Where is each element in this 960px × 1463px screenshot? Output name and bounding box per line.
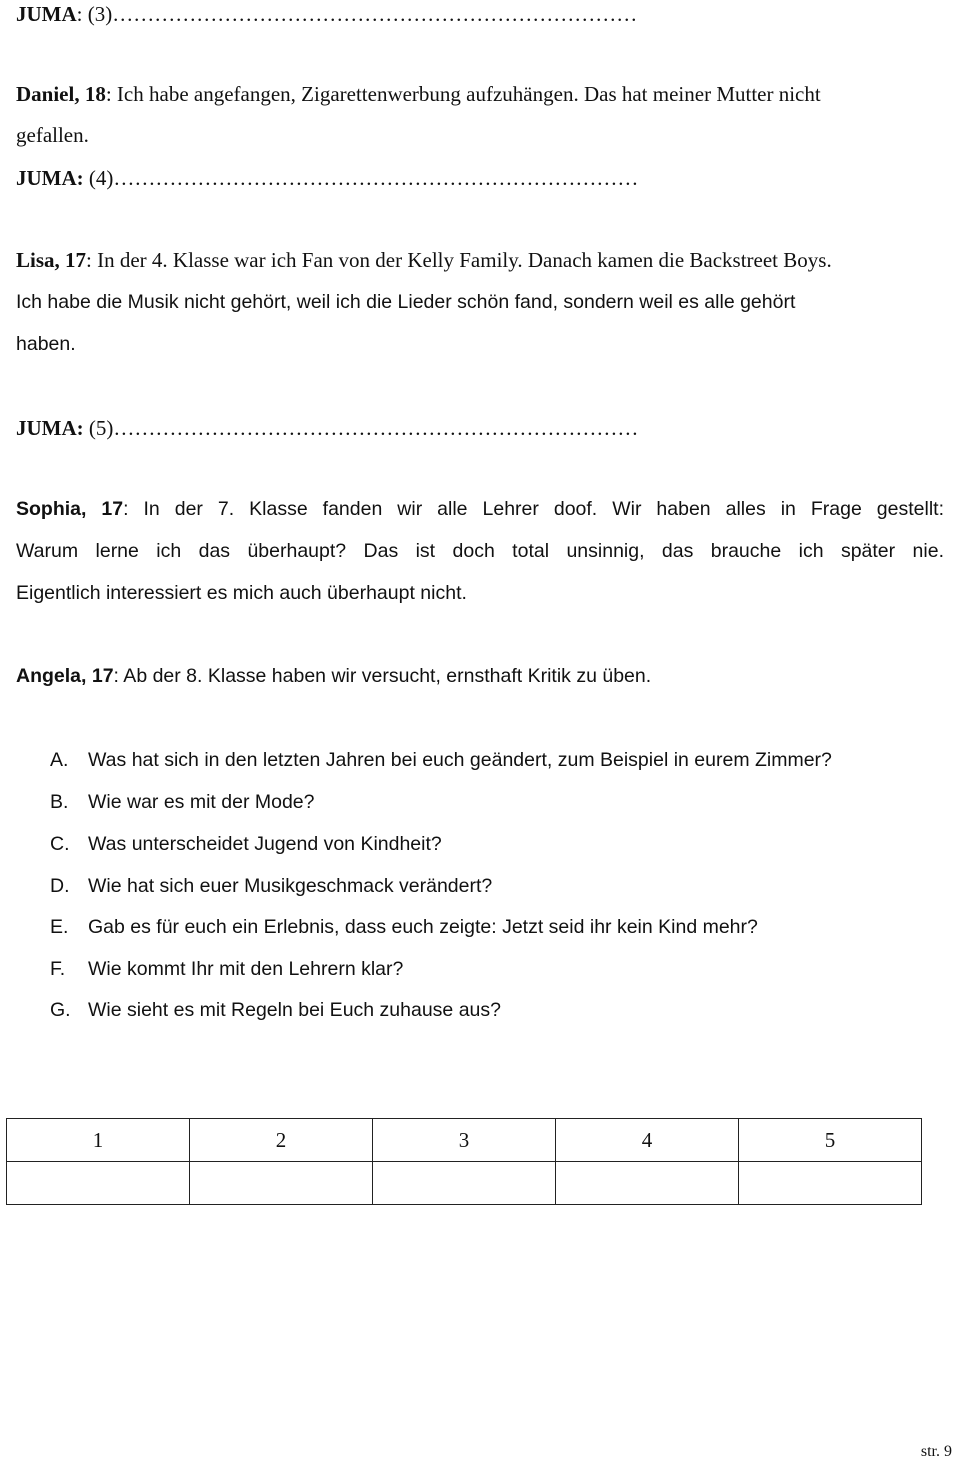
question-text: Wie kommt Ihr mit den Lehrern klar? bbox=[88, 958, 404, 980]
answer-table-header: 5 bbox=[739, 1119, 922, 1162]
statement-angela bbox=[16, 667, 651, 687]
statement-daniel-cont: gefallen. bbox=[16, 123, 89, 147]
question-letter: A. bbox=[50, 749, 69, 771]
statement-sophia-cont-1: Warum lerne ich das überhaupt? Das ist doch total unsinnig, das brauche ich später nie. bbox=[16, 540, 944, 562]
answer-table-header: 3 bbox=[373, 1119, 556, 1162]
answer-table-answer-row bbox=[7, 1162, 922, 1205]
speaker-name: Angela, 17 bbox=[16, 665, 114, 687]
question-a bbox=[50, 751, 832, 771]
blank-line: : (3)………………………………………………………………… bbox=[76, 2, 638, 26]
speaker-label: JUMA: bbox=[16, 416, 84, 440]
statement-text: : Ich habe angefangen, Zigarettenwerbung aufzuhängen. Das hat meiner Mutter nicht bbox=[105, 82, 821, 106]
question-e bbox=[50, 918, 758, 938]
speaker-name: Lisa, 17 bbox=[16, 248, 87, 272]
question-d bbox=[50, 877, 492, 897]
question-f bbox=[50, 960, 403, 980]
statement-lisa bbox=[16, 250, 832, 271]
question-text: Was unterscheidet Jugend von Kindheit? bbox=[88, 833, 442, 855]
statement-daniel bbox=[16, 84, 821, 105]
statement-text: : Ab der 8. Klasse haben wir versucht, ernsthaft Kritik zu üben. bbox=[113, 665, 652, 687]
statement-text: : In der 7. Klasse fanden wir alle Lehrer doof. Wir haben alles in Frage gestellt: bbox=[123, 498, 944, 520]
answer-cell[interactable] bbox=[373, 1162, 556, 1205]
answer-table-header: 2 bbox=[190, 1119, 373, 1162]
speaker-name: Daniel, 18 bbox=[16, 82, 106, 106]
question-letter: E. bbox=[50, 916, 69, 938]
blank-line: (5)………………………………………………………………… bbox=[83, 416, 639, 440]
statement-sophia bbox=[16, 500, 944, 520]
question-text: Wie war es mit der Mode? bbox=[88, 791, 315, 813]
question-text: Gab es für euch ein Erlebnis, dass euch zeigte: Jetzt seid ihr kein Kind mehr? bbox=[88, 916, 758, 938]
statement-text: : In der 4. Klasse war ich Fan von der Kelly Family. Danach kamen die Backstreet Boys. bbox=[86, 248, 832, 272]
blank-line: (4)………………………………………………………………… bbox=[83, 166, 639, 190]
answer-table-header-row bbox=[7, 1119, 922, 1162]
question-letter: G. bbox=[50, 999, 71, 1021]
answer-cell[interactable] bbox=[739, 1162, 922, 1205]
question-b bbox=[50, 793, 315, 813]
answer-cell[interactable] bbox=[190, 1162, 373, 1205]
answer-table bbox=[6, 1118, 922, 1205]
question-letter: C. bbox=[50, 833, 70, 855]
question-letter: D. bbox=[50, 875, 70, 897]
answer-table-header: 1 bbox=[7, 1119, 190, 1162]
question-letter: B. bbox=[50, 791, 69, 813]
page-number: str. 9 bbox=[920, 1443, 952, 1460]
question-text: Wie sieht es mit Regeln bei Euch zuhause aus? bbox=[88, 999, 501, 1021]
statement-lisa-cont-1: Ich habe die Musik nicht gehört, weil ich die Lieder schön fand, sondern weil es alle gehört bbox=[16, 291, 796, 313]
statement-sophia-cont-2: Eigentlich interessiert es mich auch überhaupt nicht. bbox=[16, 582, 467, 604]
statement-lisa-cont-2: haben. bbox=[16, 333, 76, 355]
question-c bbox=[50, 835, 442, 855]
answer-cell[interactable] bbox=[556, 1162, 739, 1205]
question-letter: F. bbox=[50, 958, 66, 980]
speaker-label: JUMA bbox=[16, 2, 77, 26]
speaker-name: Sophia, 17 bbox=[16, 498, 124, 520]
juma-prompt-3 bbox=[16, 4, 637, 25]
juma-prompt-4 bbox=[16, 168, 638, 189]
question-text: Wie hat sich euer Musikgeschmack verändert? bbox=[88, 875, 493, 897]
juma-prompt-5 bbox=[16, 418, 638, 439]
question-text: Was hat sich in den letzten Jahren bei euch geändert, zum Beispiel in eurem Zimmer? bbox=[88, 749, 832, 771]
speaker-label: JUMA: bbox=[16, 166, 84, 190]
answer-cell[interactable] bbox=[7, 1162, 190, 1205]
answer-table-header: 4 bbox=[556, 1119, 739, 1162]
question-g bbox=[50, 1001, 501, 1021]
